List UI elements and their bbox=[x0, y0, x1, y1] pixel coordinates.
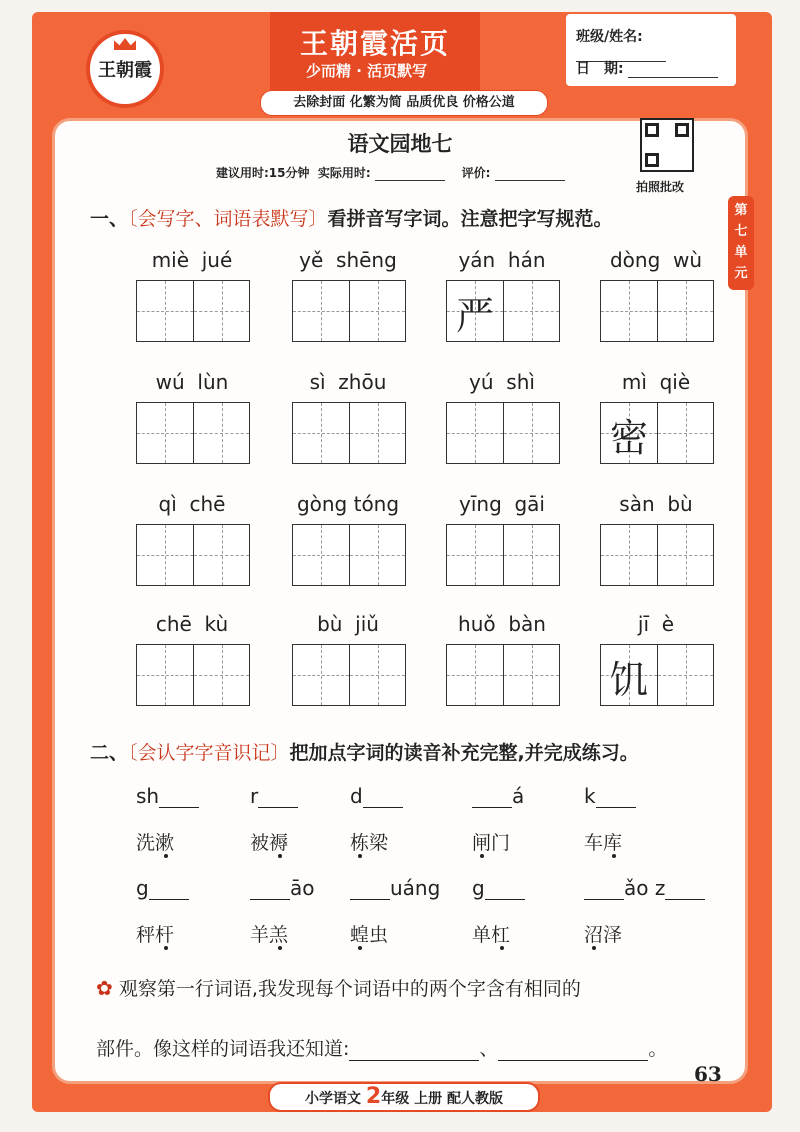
emphasis-dot bbox=[592, 946, 596, 950]
written-character: 密 bbox=[609, 416, 648, 460]
footer-grade-number: 2 bbox=[365, 1084, 382, 1109]
pinyin-prompt: qì chē bbox=[158, 492, 226, 516]
written-character: 严 bbox=[455, 294, 494, 338]
vocabulary-word: 洗漱 bbox=[136, 832, 175, 854]
vocabulary-word: 车库 bbox=[584, 832, 623, 854]
pinyin-initial: sh bbox=[136, 784, 160, 808]
emphasis-dot bbox=[278, 854, 282, 858]
tianzi-grid bbox=[292, 280, 406, 342]
vocabulary-word: 被褥 bbox=[250, 832, 289, 854]
writing-cell[interactable] bbox=[447, 403, 503, 463]
tianzi-grid bbox=[446, 644, 560, 706]
crown-icon bbox=[114, 38, 136, 50]
section-1-number: 一、 bbox=[90, 208, 129, 230]
actual-time-label: 实际用时: bbox=[317, 166, 371, 180]
qr-code-icon[interactable] bbox=[640, 118, 694, 172]
writing-cell[interactable] bbox=[349, 645, 405, 705]
section-2-number: 二、 bbox=[90, 742, 129, 764]
page-title: 语文园地七 bbox=[347, 132, 453, 156]
writing-cell[interactable] bbox=[503, 403, 559, 463]
writing-cell[interactable] bbox=[657, 281, 713, 341]
footer-badge bbox=[268, 1082, 540, 1112]
writing-cell[interactable] bbox=[293, 525, 349, 585]
observation-text-2: 部件。像这样的词语我还知道: bbox=[96, 1038, 350, 1060]
emphasis-dot bbox=[358, 946, 362, 950]
writing-cell[interactable] bbox=[137, 645, 193, 705]
publisher-logo bbox=[86, 30, 164, 108]
pinyin-prompt: yě shēng bbox=[299, 248, 397, 272]
emphasis-dot bbox=[164, 854, 168, 858]
date-field[interactable] bbox=[628, 63, 718, 78]
pinyin-final: á bbox=[512, 784, 525, 808]
class-name-label: 班级/姓名: bbox=[576, 29, 643, 45]
emphasis-dot bbox=[164, 946, 168, 950]
writing-cell[interactable] bbox=[657, 645, 713, 705]
emphasis-dot bbox=[278, 946, 282, 950]
writing-cell[interactable] bbox=[193, 281, 249, 341]
section-2-instruction: 把加点字词的读音补充完整,并完成练习。 bbox=[289, 742, 639, 764]
brand-slogan: 少而精 · 活页默写 bbox=[306, 62, 428, 80]
example-word-blank-1[interactable] bbox=[349, 1042, 479, 1061]
pinyin-blank[interactable] bbox=[149, 881, 189, 900]
pinyin-prompt: sì zhōu bbox=[309, 370, 387, 394]
writing-cell[interactable] bbox=[293, 281, 349, 341]
pinyin-prompt: yú shì bbox=[469, 370, 535, 394]
writing-cell[interactable] bbox=[503, 525, 559, 585]
pinyin-blank[interactable] bbox=[258, 789, 298, 808]
tianzi-grid bbox=[446, 524, 560, 586]
pinyin-initial: k bbox=[584, 784, 596, 808]
vocabulary-word: 秤杆 bbox=[136, 924, 175, 946]
writing-cell[interactable] bbox=[657, 403, 713, 463]
writing-cell[interactable] bbox=[349, 403, 405, 463]
section-1-instruction: 看拼音写字词。注意把字写规范。 bbox=[327, 208, 613, 230]
writing-cell[interactable] bbox=[349, 281, 405, 341]
pinyin-prompt: dòng wù bbox=[609, 248, 703, 272]
page-number: 63 bbox=[694, 1062, 722, 1086]
pinyin-blank[interactable] bbox=[363, 789, 403, 808]
emphasis-dot bbox=[480, 854, 484, 858]
pinyin-prompt: yīng gāi bbox=[459, 492, 545, 516]
footer-subject: 小学语文 bbox=[305, 1091, 362, 1107]
pinyin-fill-item bbox=[584, 784, 636, 808]
pinyin-initial: g bbox=[472, 876, 485, 900]
pinyin-fill-item bbox=[472, 784, 524, 808]
pinyin-prompt: jī è bbox=[637, 612, 675, 636]
pinyin-blank[interactable] bbox=[350, 881, 390, 900]
emphasis-dot bbox=[612, 854, 616, 858]
pinyin-fill-item bbox=[472, 876, 525, 900]
pinyin-final: ǎo z bbox=[624, 876, 666, 900]
time-meta bbox=[216, 164, 565, 181]
pinyin-final: āo bbox=[290, 876, 315, 900]
writing-cell[interactable] bbox=[193, 525, 249, 585]
student-info-box bbox=[566, 14, 736, 86]
emphasis-dot bbox=[500, 946, 504, 950]
writing-cell[interactable] bbox=[349, 525, 405, 585]
vocabulary-word: 蝗虫 bbox=[350, 924, 389, 946]
date-row bbox=[576, 58, 718, 78]
unit-side-tab bbox=[728, 196, 754, 290]
qr-label: 拍照批改 bbox=[636, 180, 685, 194]
observation-line-1 bbox=[96, 974, 581, 1001]
example-word-blank-2[interactable] bbox=[498, 1042, 648, 1061]
writing-cell[interactable] bbox=[601, 525, 657, 585]
unit-tab-text: 第七单元 bbox=[734, 203, 748, 281]
writing-cell[interactable] bbox=[137, 281, 193, 341]
pinyin-fill-item bbox=[250, 784, 298, 808]
pinyin-initial: d bbox=[350, 784, 363, 808]
writing-cell[interactable] bbox=[601, 281, 657, 341]
observation-line-2 bbox=[96, 1034, 667, 1061]
pinyin-prompt: yán hán bbox=[458, 248, 546, 272]
writing-cell[interactable] bbox=[503, 281, 559, 341]
writing-cell[interactable] bbox=[193, 645, 249, 705]
vocabulary-word: 羊羔 bbox=[250, 924, 289, 946]
tianzi-grid bbox=[600, 524, 714, 586]
pinyin-blank[interactable] bbox=[584, 881, 624, 900]
vocabulary-word: 闸门 bbox=[472, 832, 511, 854]
tianzi-grid bbox=[292, 524, 406, 586]
writing-cell[interactable] bbox=[137, 403, 193, 463]
pinyin-fill-item bbox=[350, 876, 440, 900]
tianzi-grid bbox=[600, 280, 714, 342]
tianzi-grid bbox=[446, 280, 560, 342]
pinyin-prompt: sàn bù bbox=[619, 492, 693, 516]
writing-cell[interactable] bbox=[503, 645, 559, 705]
section-1-heading bbox=[90, 204, 613, 231]
tianzi-grid bbox=[136, 524, 250, 586]
logo-text: 王朝霞 bbox=[98, 60, 152, 81]
brand-title: 王朝霞活页 bbox=[300, 27, 451, 60]
pinyin-prompt: wú lùn bbox=[155, 370, 229, 394]
pinyin-fill-item bbox=[350, 784, 403, 808]
pinyin-fill-item bbox=[136, 784, 199, 808]
pinyin-blank[interactable] bbox=[665, 881, 705, 900]
evaluation-label: 评价: bbox=[461, 166, 491, 180]
writing-cell[interactable] bbox=[293, 645, 349, 705]
vocabulary-word: 沼泽 bbox=[584, 924, 623, 946]
writing-cell[interactable] bbox=[657, 525, 713, 585]
tianzi-grid bbox=[446, 402, 560, 464]
tianzi-grid bbox=[600, 644, 714, 706]
pinyin-blank[interactable] bbox=[250, 881, 290, 900]
observation-end: 。 bbox=[648, 1038, 668, 1060]
tagline: 去除封面 化繁为简 品质优良 价格公道 bbox=[260, 90, 548, 116]
section-2-tag: 〔会认字字音识记〕 bbox=[128, 742, 290, 764]
pinyin-prompt: chē kù bbox=[155, 612, 229, 636]
writing-cell[interactable] bbox=[193, 403, 249, 463]
pinyin-prompt: bù jiǔ bbox=[317, 612, 379, 636]
tianzi-grid bbox=[292, 402, 406, 464]
pinyin-prompt: huǒ bàn bbox=[458, 612, 546, 636]
pinyin-fill-item bbox=[584, 876, 705, 900]
writing-cell[interactable] bbox=[447, 281, 503, 341]
tianzi-grid bbox=[292, 644, 406, 706]
observation-separator: 、 bbox=[479, 1038, 499, 1060]
pinyin-fill-item bbox=[250, 876, 315, 900]
pinyin-fill-item bbox=[136, 876, 189, 900]
suggested-time: 建议用时:15分钟 bbox=[216, 166, 310, 180]
pinyin-final: uáng bbox=[390, 876, 441, 900]
pinyin-prompt: mì qiè bbox=[621, 370, 691, 394]
writing-cell[interactable] bbox=[137, 525, 193, 585]
section-2-heading bbox=[90, 738, 639, 765]
written-character: 饥 bbox=[609, 658, 648, 702]
vocabulary-word: 栋梁 bbox=[350, 832, 389, 854]
class-name-row bbox=[576, 26, 736, 62]
flower-icon: ✿ bbox=[96, 976, 113, 1000]
pinyin-blank[interactable] bbox=[472, 789, 512, 808]
pinyin-blank[interactable] bbox=[485, 881, 525, 900]
pinyin-initial: g bbox=[136, 876, 149, 900]
tianzi-grid bbox=[136, 280, 250, 342]
pinyin-prompt: gòng tóng bbox=[296, 492, 400, 516]
writing-cell[interactable] bbox=[447, 525, 503, 585]
pinyin-blank[interactable] bbox=[159, 789, 199, 808]
writing-cell[interactable] bbox=[601, 403, 657, 463]
vocabulary-word: 单杠 bbox=[472, 924, 511, 946]
tianzi-grid bbox=[136, 644, 250, 706]
section-1-tag: 〔会写字、词语表默写〕 bbox=[128, 208, 328, 230]
actual-time-field[interactable] bbox=[375, 168, 445, 181]
pinyin-prompt: miè jué bbox=[151, 248, 233, 272]
tianzi-grid bbox=[136, 402, 250, 464]
pinyin-blank[interactable] bbox=[596, 789, 636, 808]
footer-grade: 年级 上册 配人教版 bbox=[381, 1091, 503, 1107]
writing-cell[interactable] bbox=[601, 645, 657, 705]
emphasis-dot bbox=[358, 854, 362, 858]
tianzi-grid bbox=[600, 402, 714, 464]
writing-cell[interactable] bbox=[293, 403, 349, 463]
pinyin-initial: r bbox=[250, 784, 259, 808]
evaluation-field[interactable] bbox=[495, 168, 565, 181]
writing-cell[interactable] bbox=[447, 645, 503, 705]
observation-text-1: 观察第一行词语,我发现每个词语中的两个字含有相同的 bbox=[118, 978, 581, 1000]
date-label: 日 期: bbox=[576, 61, 624, 77]
